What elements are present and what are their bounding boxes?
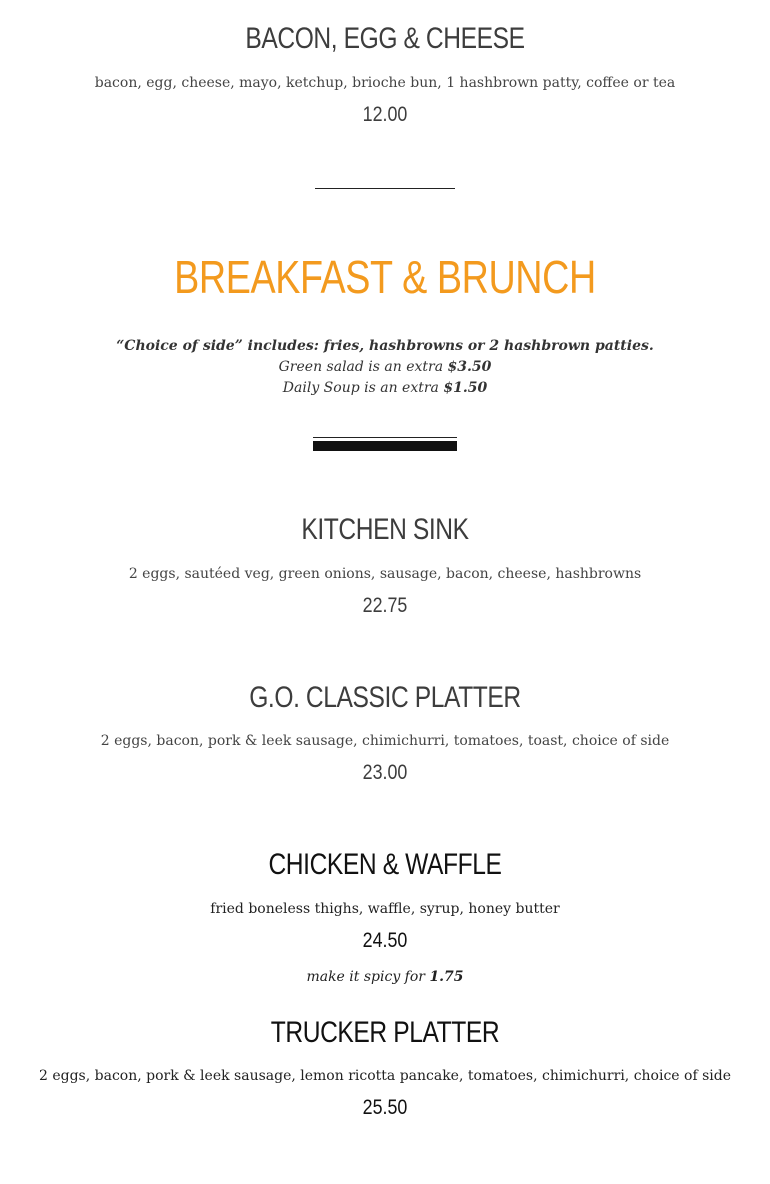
menu-item-description-kitchen-sink: 2 eggs, sautéed veg, green onions, sausage, bacon, cheese, hashbrowns bbox=[128, 566, 642, 582]
green-salad-note-text: Green salad is an extra bbox=[278, 359, 448, 375]
menu-item-description-chicken-waffle: fried boneless thighs, waffle, syrup, honey butter bbox=[210, 901, 560, 917]
spicy-addon-price: 1.75 bbox=[429, 969, 464, 985]
green-salad-note-price: $3.50 bbox=[447, 359, 492, 375]
menu-item-description-trucker-platter: 2 eggs, bacon, pork & leek sausage, lemon ricotta pancake, tomatoes, chimichurri, choice of side bbox=[38, 1068, 732, 1084]
section-divider bbox=[315, 188, 455, 189]
choice-of-side-note: “Choice of side” includes: fries, hashbrowns or 2 hashbrown patties. bbox=[116, 338, 654, 354]
daily-soup-note-text: Daily Soup is an extra bbox=[282, 380, 444, 396]
heavy-divider-line bbox=[313, 437, 457, 438]
menu-item-price-go-classic-platter: 23.00 bbox=[362, 761, 408, 784]
menu-item-title-trucker-platter: TRUCKER PLATTER bbox=[270, 1016, 500, 1049]
menu-item-title-bacon-egg-cheese: BACON, EGG & CHEESE bbox=[245, 22, 525, 55]
menu-item-title-chicken-waffle: CHICKEN & WAFFLE bbox=[268, 848, 502, 881]
menu-item-description-go-classic-platter: 2 eggs, bacon, pork & leek sausage, chimichurri, tomatoes, toast, choice of side bbox=[100, 733, 670, 749]
menu-item-title-kitchen-sink: KITCHEN SINK bbox=[301, 513, 469, 546]
daily-soup-note bbox=[0, 378, 770, 398]
spicy-addon-text: make it spicy for bbox=[306, 969, 430, 985]
menu-item-title-go-classic-platter: G.O. CLASSIC PLATTER bbox=[249, 681, 521, 714]
menu-item-price-bacon-egg-cheese: 12.00 bbox=[362, 103, 408, 126]
spicy-addon-note bbox=[0, 967, 770, 987]
menu-item-price-kitchen-sink: 22.75 bbox=[362, 594, 408, 617]
menu-item-price-chicken-waffle: 24.50 bbox=[362, 929, 408, 952]
heavy-divider-bar bbox=[313, 441, 457, 451]
menu-item-description-bacon-egg-cheese: bacon, egg, cheese, mayo, ketchup, brioche bun, 1 hashbrown patty, coffee or tea bbox=[94, 75, 676, 91]
green-salad-note bbox=[0, 357, 770, 377]
section-title: BREAKFAST & BRUNCH bbox=[174, 251, 596, 303]
menu-item-price-trucker-platter: 25.50 bbox=[362, 1096, 408, 1119]
daily-soup-note-price: $1.50 bbox=[443, 380, 488, 396]
